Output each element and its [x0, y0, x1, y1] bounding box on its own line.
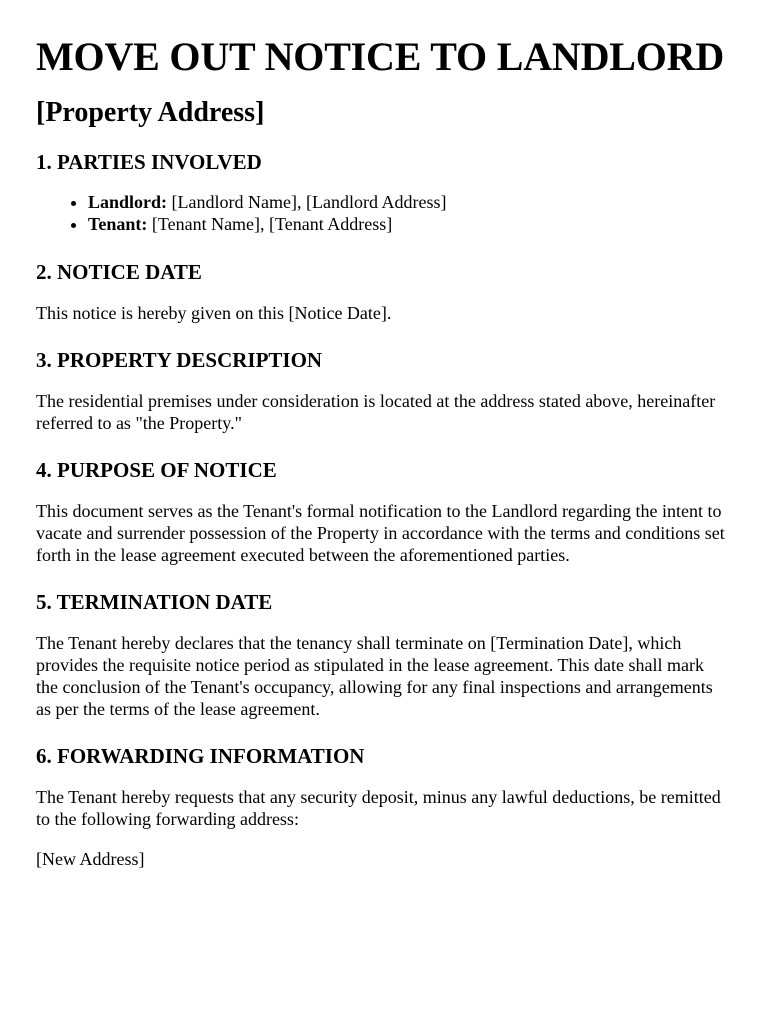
notice-date-paragraph: This notice is hereby given on this [Notice Date].	[36, 303, 392, 323]
section-heading-notice-date: 2. NOTICE DATE	[36, 260, 202, 284]
termination-date-paragraph: The Tenant hereby declares that the tenancy shall terminate on [Termination Date], which provides the requisite notice period as stipulated in the lease agreement. This date shall mark the conclusion of the Tenant's occupancy, allowing for any final inspections and arrangements as per the terms of the lease agreement.	[36, 633, 713, 719]
tenant-label: Tenant:	[88, 214, 148, 234]
purpose-paragraph: This document serves as the Tenant's formal notification to the Landlord regarding the intent to vacate and surrender possession of the Property in accordance with the terms and conditions set forth in the lease agreement executed between the aforementioned parties.	[36, 501, 725, 565]
parties-list	[36, 191, 730, 235]
section-heading-forwarding: 6. FORWARDING INFORMATION	[36, 744, 365, 768]
list-item	[88, 191, 730, 213]
list-item	[88, 213, 730, 235]
property-description-paragraph: The residential premises under consideration is located at the address stated above, hereinafter referred to as "the Property."	[36, 391, 716, 433]
landlord-label: Landlord:	[88, 192, 168, 212]
tenant-value: [Tenant Name], [Tenant Address]	[147, 214, 393, 234]
section-heading-property-description: 3. PROPERTY DESCRIPTION	[36, 348, 323, 372]
section-heading-termination-date: 5. TERMINATION DATE	[36, 590, 273, 614]
document-title: MOVE OUT NOTICE TO LANDLORD	[36, 34, 725, 79]
property-address-heading: [Property Address]	[36, 97, 265, 128]
section-heading-purpose: 4. PURPOSE OF NOTICE	[36, 458, 277, 482]
forwarding-paragraph: The Tenant hereby requests that any security deposit, minus any lawful deductions, be remitted to the following forwarding address:	[36, 787, 721, 829]
section-heading-parties: 1. PARTIES INVOLVED	[36, 150, 262, 174]
new-address: [New Address]	[36, 849, 145, 869]
landlord-value: [Landlord Name], [Landlord Address]	[167, 192, 447, 212]
